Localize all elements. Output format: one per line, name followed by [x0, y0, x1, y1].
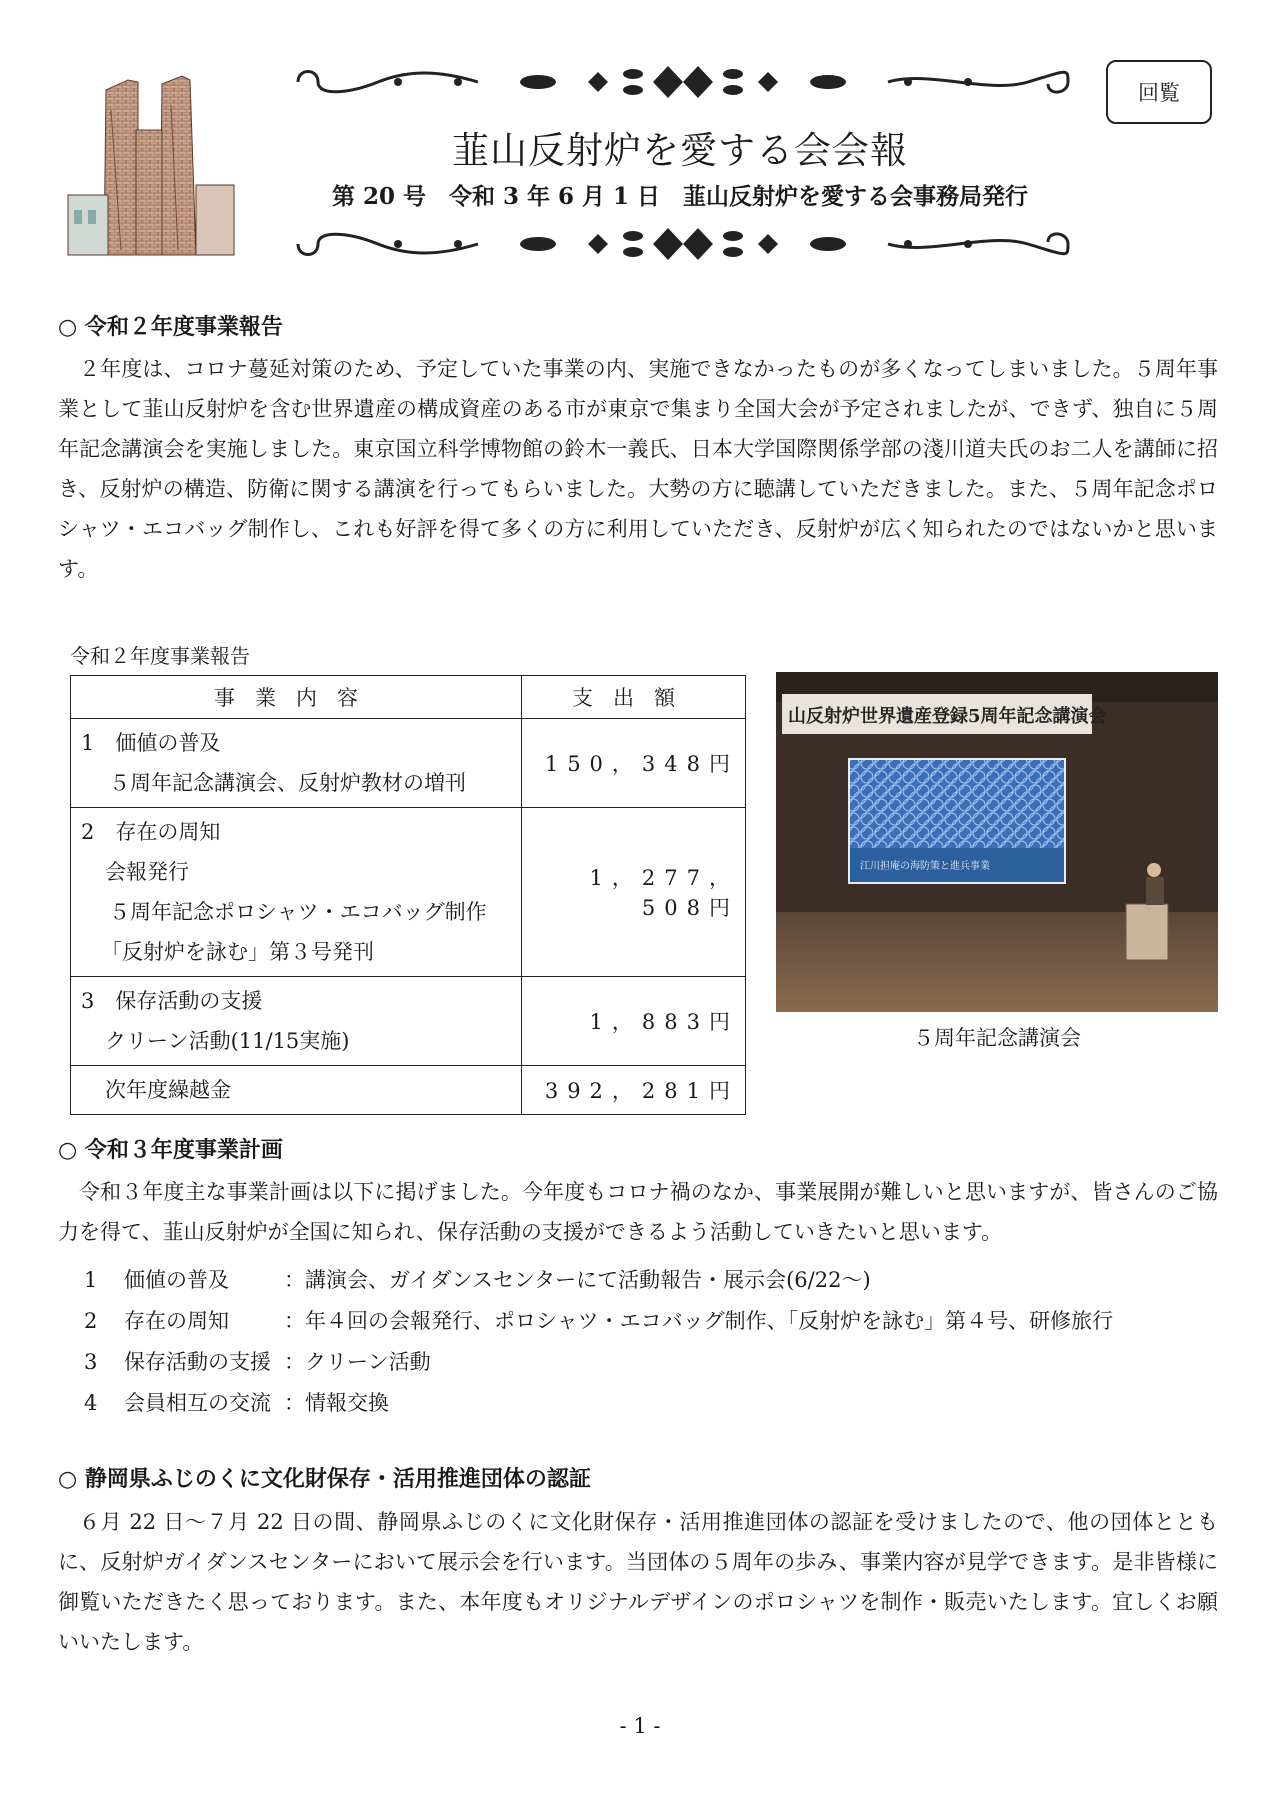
row-amount: 392，281円: [522, 1066, 746, 1115]
row-line: 会報発行: [105, 860, 189, 884]
ornament-border-top: [288, 60, 1078, 102]
section-heading-report: ○ 令和２年度事業報告: [58, 314, 283, 340]
list-item: [84, 1383, 1113, 1424]
ornament-border-bottom: [288, 224, 1078, 266]
table-row: [71, 977, 746, 1066]
item-number: 1: [84, 1268, 98, 1292]
row-line: 2 存在の周知: [81, 820, 221, 844]
item-desc: ：クリーン活動: [284, 1350, 431, 1374]
section-heading-plan: ○ 令和３年度事業計画: [58, 1137, 283, 1163]
page-number: - 1 -: [619, 1714, 661, 1738]
item-desc: ：講演会、ガイダンスセンターにて活動報告・展示会(6/22〜): [284, 1268, 871, 1292]
header-content: 事業内容: [71, 676, 522, 719]
item-number: 4: [84, 1391, 98, 1415]
list-item: [84, 1301, 1113, 1342]
issue-info: 第 20 号 令和 3 年 6 月 1 日 韮山反射炉を愛する会事務局発行: [331, 183, 1029, 210]
row-line: 3 保存活動の支援: [81, 989, 263, 1013]
item-name: 保存活動の支援: [124, 1350, 271, 1374]
photo-caption: ５周年記念講演会: [913, 1026, 1081, 1050]
row-line: ５周年記念講演会、反射炉教材の増刊: [109, 771, 466, 795]
item-number: 2: [84, 1309, 98, 1333]
item-name: 会員相互の交流: [124, 1391, 271, 1415]
screen-text: 江川担庵の海防策と進兵事業: [860, 861, 990, 872]
row-content: [71, 808, 522, 977]
row-line: 次年度繰越金: [105, 1078, 231, 1102]
list-item: [84, 1342, 1113, 1383]
section-heading-certification: ○ 静岡県ふじのくに文化財保存・活用推進団体の認証: [58, 1466, 591, 1492]
plan-list: [84, 1260, 1113, 1424]
table-row: [71, 1066, 746, 1115]
row-content: [71, 977, 522, 1066]
table-header-row: [71, 676, 746, 719]
table-row: [71, 808, 746, 977]
banner-text: 山反射炉世界遺産登録5周年記念講演会: [788, 706, 1107, 727]
row-content: [71, 1066, 522, 1115]
row-line: クリーン活動(11/15実施): [105, 1029, 350, 1053]
row-amount: 1，277，508円: [522, 808, 746, 977]
lecture-photo: [776, 672, 1218, 1012]
item-number: 3: [84, 1350, 98, 1374]
row-line: ５周年記念ポロシャツ・エコバッグ制作: [109, 900, 487, 924]
item-desc: ：年４回の会報発行、ポロシャツ・エコバッグ制作、「反射炉を詠む」第４号、研修旅行: [284, 1309, 1114, 1333]
section-body-plan: 令和３年度主な事業計画は以下に掲げました。今年度もコロナ禍のなか、事業展開が難しいと思いますが、皆さんのご協力を得て、韮山反射炉が全国に知られ、保存活動の支援ができるよう活動していきたいと思います。: [58, 1180, 1218, 1244]
table-caption: 令和２年度事業報告: [70, 644, 250, 668]
table-row: [71, 719, 746, 808]
item-name: 価値の普及: [124, 1268, 229, 1292]
newsletter-title: 韮山反射炉を愛する会会報: [452, 129, 908, 172]
list-item: [84, 1260, 1113, 1301]
row-line: 1 価値の普及: [81, 731, 221, 755]
circulation-stamp: [1106, 60, 1212, 124]
row-content: [71, 719, 522, 808]
item-name: 存在の周知: [124, 1309, 229, 1333]
row-amount: 150，348円: [522, 719, 746, 808]
report-table: [70, 675, 746, 1115]
reflector-furnace-illustration: [66, 70, 276, 260]
header-amount: 支出額: [522, 676, 746, 719]
row-line: 「反射炉を詠む」第３号発刊: [101, 940, 374, 964]
section-body-report: ２年度は、コロナ蔓延対策のため、予定していた事業の内、実施できなかったものが多くなってしまいました。５周年事業として韮山反射炉を含む世界遺産の構成資産のある市が東京で集まり全国大会が予定されましたが、できず、独自に５周年記念講演会を実施しました。東京国立科学博物館の鈴木一義氏、日本大学国際関係学部の淺川道夫氏のお二人を講師に招き、反射炉の構造、防衛に関する講演を行ってもらいました。大勢の方に聴講していただきました。また、５周年記念ポロシャツ・エコバッグ制作し、これも好評を得て多くの方に利用していただき、反射炉が広く知られたのではないかと思います。: [58, 357, 1218, 581]
row-amount: 1，883円: [522, 977, 746, 1066]
item-desc: ：情報交換: [284, 1391, 389, 1415]
section-body-certification: ６月 22 日〜７月 22 日の間、静岡県ふじのくに文化財保存・活用推進団体の認証を受けましたので、他の団体とともに、反射炉ガイダンスセンターにおいて展示会を行います。当団体の５周年の歩み、事業内容が見学できます。是非皆様に御覧いただきたく思っております。また、本年度もオリジナルデザインのポロシャツを制作・販売いたします。宜しくお願いいたします。: [58, 1510, 1218, 1654]
circulation-label: 回覧: [1138, 81, 1180, 105]
